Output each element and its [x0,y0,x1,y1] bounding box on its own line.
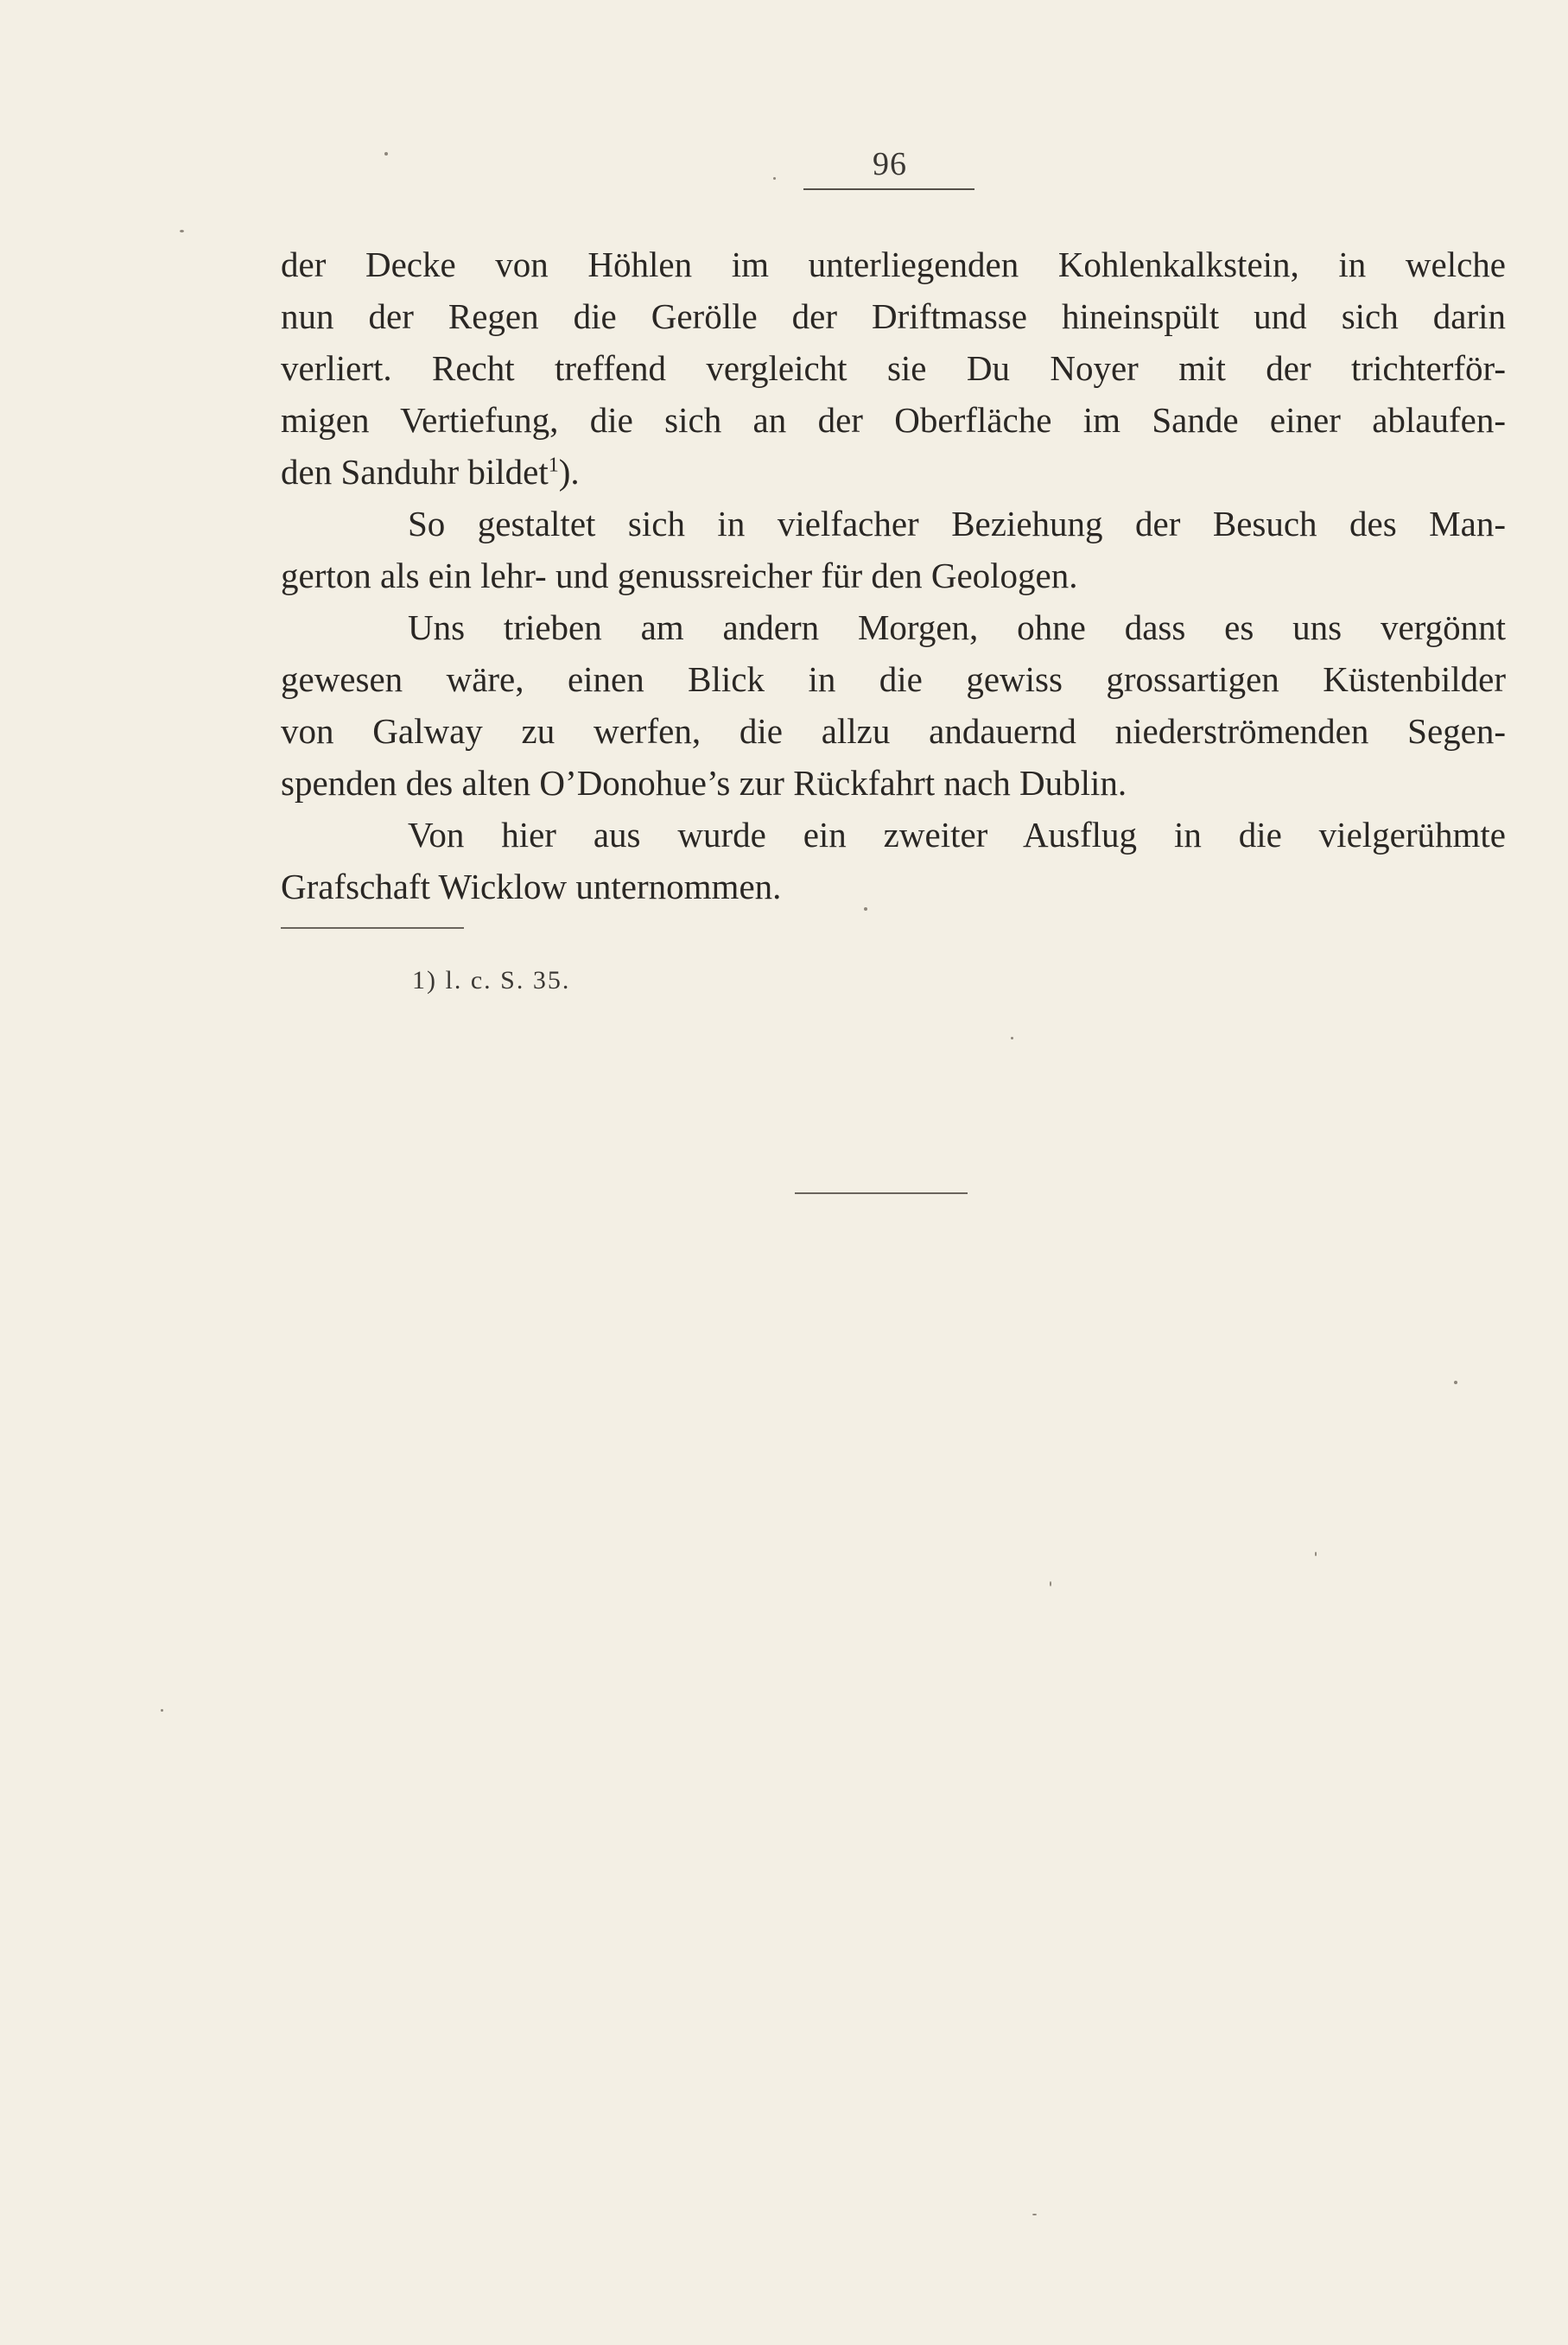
paper-speck [1315,1552,1317,1556]
text-line-3: verliert. Recht treffend vergleicht sie Du Noyer mit der trichterför- [281,348,1506,388]
text-line-9: gewesen wäre, einen Blick in die gewiss grossartigen Küstenbilder [281,659,1506,699]
text-line-13: Grafschaft Wicklow unternommen. [281,867,782,906]
text-line-11: spenden des alten O’Donohue’s zur Rückfahrt nach Dublin. [281,763,1127,803]
paper-speck [384,152,388,156]
footnote-marker: 1 [548,454,559,477]
paper-speck [161,1709,163,1712]
paper-speck [1032,2214,1037,2215]
text-line-7: gerton als ein lehr- und genussreicher für den Geologen. [281,556,1078,595]
body-text [281,238,1506,912]
text-line-4: migen Vertiefung, die sich an der Oberfläche im Sande einer ablaufen- [281,400,1506,440]
text-line-10: von Galway zu werfen, die allzu andauernd niederströmenden Segen- [281,711,1506,751]
header-rule [803,188,974,190]
text-line-2: nun der Regen die Gerölle der Driftmasse hineinspült und sich darin [281,296,1506,336]
text-line-8: Uns trieben am andern Morgen, ohne dass es uns vergönnt [408,607,1506,647]
footnote: 1) l. c. S. 35. [412,966,571,995]
paper-speck [773,177,776,180]
page-number: 96 [873,146,907,182]
paper-speck [180,230,184,232]
paper-speck [1011,1037,1013,1039]
footnote-marker-suffix: ). [558,452,580,492]
paper-speck [1454,1381,1457,1384]
text-line-1: der Decke von Höhlen im unterliegenden Kohlenkalkstein, in welche [281,245,1506,284]
text-line-5-words: den Sanduhr bildet [281,452,549,492]
end-rule [795,1192,968,1194]
text-line-5 [281,446,1506,498]
footnote-rule [281,927,464,929]
text-line-6: So gestaltet sich in vielfacher Beziehung der Besuch des Man- [408,504,1506,543]
paper-speck [1050,1581,1051,1586]
text-line-12: Von hier aus wurde ein zweiter Ausflug in die vielgerühmte [408,815,1506,855]
paper-speck [864,907,867,911]
